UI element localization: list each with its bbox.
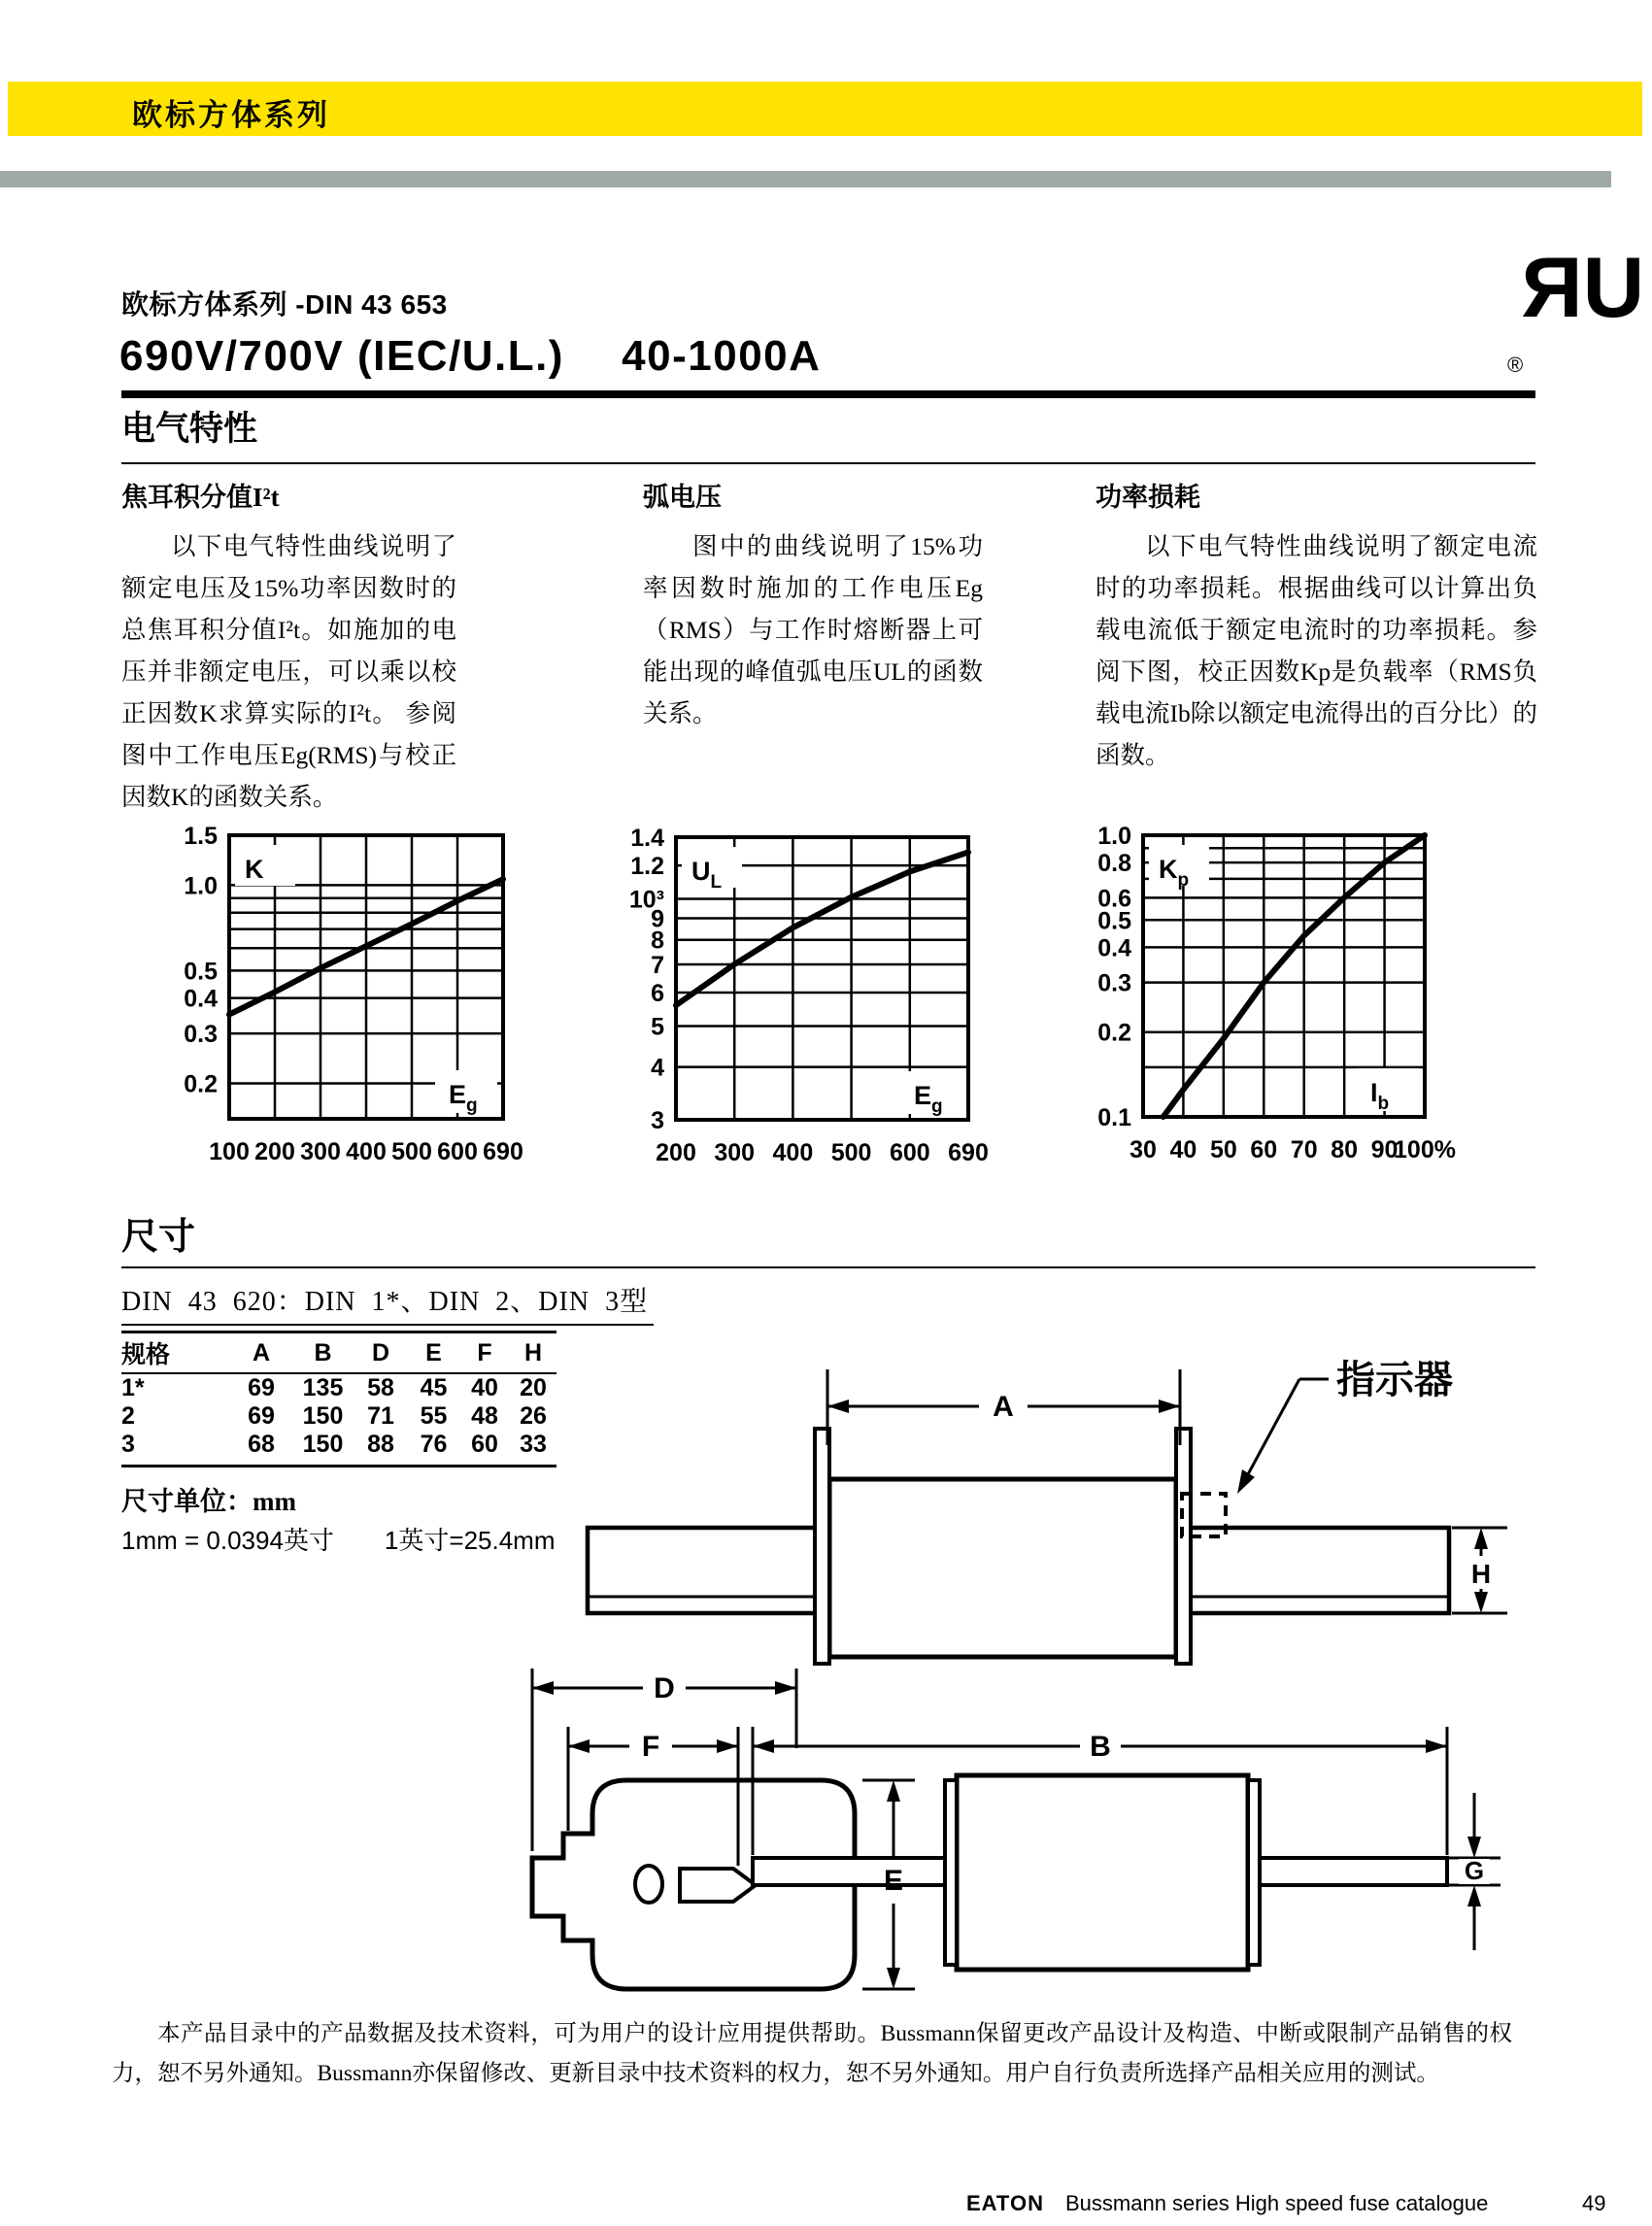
x-tick-label: 100%: [1394, 1136, 1456, 1164]
x-tick-label: 400: [772, 1139, 814, 1166]
y-tick-label: 0.8: [1097, 850, 1131, 878]
x-axis-label: $E_g$: [449, 1080, 478, 1116]
col-header-a: A: [230, 1332, 292, 1374]
cell: 40: [471, 1374, 498, 1401]
column-body-joule-integral: 以下电气特性曲线说明了额定电压及15%功率因数时的总焦耳积分值I²t。如施加的电压并非额定电压，可以乘以校正因数K求算实际的I²t。 参阅图中工作电压Eg(RMS)与校正因数K的函数关系。: [121, 532, 456, 811]
column-joule-integral: [121, 476, 456, 818]
y-tick-label: 0.4: [184, 985, 218, 1013]
cell: 71: [367, 1402, 394, 1430]
y-tick-label: 10³: [628, 886, 664, 914]
x-tick-label: 80: [1331, 1136, 1359, 1164]
y-tick-label: 1.0: [1097, 823, 1131, 850]
y-tick-label: 0.4: [1097, 934, 1131, 962]
column-power-loss: [1096, 476, 1537, 776]
y-tick-label: 0.3: [1097, 969, 1131, 997]
cell: 68: [230, 1431, 292, 1467]
x-tick-label: 70: [1290, 1136, 1318, 1164]
x-tick-label: 500: [391, 1138, 432, 1165]
cell: 26: [520, 1402, 547, 1430]
cell: 1*: [121, 1374, 145, 1401]
conversion-note: 1mm = 0.0394英寸 1英寸=25.4mm: [121, 1526, 556, 1555]
footer-catalog-line: [966, 2191, 1488, 2216]
dim-label-d: D: [654, 1672, 675, 1704]
x-tick-label: 690: [948, 1139, 989, 1166]
footer-brand: EATON: [966, 2191, 1044, 2215]
x-tick-label: 300: [300, 1138, 341, 1165]
x-tick-label: 30: [1129, 1136, 1157, 1164]
column-heading-power-loss: 功率损耗: [1096, 483, 1200, 512]
x-axis-label: $I_b$: [1370, 1078, 1390, 1114]
x-axis-label: $E_g$: [914, 1081, 943, 1117]
column-body-arc-voltage: 图中的曲线说明了15%功率因数时施加的工作电压Eg（RMS）与工作时熔断器上可能出现的峰值弧电压UL的函数关系。: [643, 532, 983, 727]
cell: 135: [302, 1374, 344, 1401]
ul-mark-u: U: [1582, 239, 1645, 335]
dim-label-f: F: [641, 1731, 660, 1763]
y-tick-label: 1.5: [184, 823, 218, 850]
cell: 48: [471, 1402, 498, 1430]
indicator-label: 指示器: [1336, 1358, 1453, 1401]
title-divider: [121, 390, 1535, 398]
column-heading-joule-integral: 焦耳积分值I²t: [121, 483, 280, 512]
col-header-spec: 规格: [121, 1332, 230, 1374]
cell: 2: [121, 1402, 135, 1430]
registered-symbol: ®: [1507, 353, 1524, 377]
dim-label-e: E: [883, 1865, 904, 1897]
cell: 88: [354, 1431, 408, 1467]
y-tick-label: 5: [651, 1013, 664, 1041]
dim-label-a: A: [993, 1391, 1014, 1423]
cell: 76: [408, 1431, 459, 1467]
cell: 33: [510, 1431, 556, 1467]
column-arc-voltage: [643, 476, 983, 734]
ul-recognized-mark: [1507, 239, 1647, 377]
dim-label-b: B: [1090, 1731, 1111, 1763]
cell: 58: [367, 1374, 394, 1401]
x-tick-label: 690: [483, 1138, 523, 1165]
page-title: 690V/700V (IEC/U.L.) 40-1000A: [119, 332, 822, 380]
series-banner-label: 欧标方体系列: [132, 98, 330, 132]
column-heading-arc-voltage: 弧电压: [643, 483, 722, 512]
cell: 60: [459, 1431, 510, 1467]
x-tick-label: 200: [254, 1138, 295, 1165]
header-subtitle: 欧标方体系列 -DIN 43 653: [121, 289, 448, 320]
x-tick-label: 50: [1209, 1136, 1237, 1164]
column-body-power-loss: 以下电气特性曲线说明了额定电流时的功率损耗。根据曲线可以计算出负载电流低于额定电流时的功率损耗。参阅下图，校正因数Kp是负载率（RMS负载电流Ib除以额定电流得出的百分比）的函数。: [1096, 532, 1537, 769]
cell: 69: [248, 1402, 275, 1430]
cell: 69: [248, 1374, 275, 1401]
col-header-f: F: [459, 1332, 510, 1374]
axis-quantity-label: K: [245, 855, 264, 884]
x-tick-label: 90: [1370, 1136, 1399, 1164]
gray-divider: [0, 171, 1611, 187]
fuse-dimension-figure: [379, 1348, 1534, 2008]
y-tick-label: 0.5: [1097, 907, 1131, 935]
x-tick-label: 600: [437, 1138, 478, 1165]
y-tick-label: 0.2: [1097, 1019, 1131, 1047]
unit-note: 尺寸单位：mm: [121, 1487, 296, 1516]
x-tick-label: 400: [346, 1138, 387, 1165]
x-tick-label: 300: [714, 1139, 756, 1166]
x-tick-label: 500: [830, 1139, 872, 1166]
y-tick-label: 4: [651, 1054, 664, 1082]
col-header-h: H: [510, 1332, 556, 1374]
col-header-e: E: [408, 1332, 459, 1374]
y-tick-label: 0.1: [1097, 1104, 1131, 1131]
ul-mark-reversed-r: R: [1521, 239, 1583, 335]
y-tick-label: 0.3: [184, 1021, 218, 1049]
y-tick-label: 1.2: [630, 853, 664, 881]
cell: 45: [420, 1374, 448, 1401]
x-tick-label: 200: [656, 1139, 696, 1166]
din-standard-line: DIN 43 620：DIN 1*、DIN 2、DIN 3型: [121, 1280, 654, 1326]
electrical-divider: [121, 462, 1535, 464]
y-tick-label: 6: [651, 980, 664, 1008]
cell: 150: [292, 1431, 354, 1467]
y-tick-label: 1.0: [184, 872, 218, 900]
section-title-dimensions: 尺寸: [121, 1217, 196, 1258]
y-tick-label: 0.2: [184, 1070, 218, 1098]
cell: 150: [302, 1402, 344, 1430]
power-loss-factor-chart: [1062, 814, 1460, 1179]
cell: 55: [420, 1402, 448, 1430]
series-banner: [8, 82, 1642, 136]
col-header-b: B: [292, 1332, 354, 1374]
col-header-d: D: [354, 1332, 408, 1374]
x-tick-label: 100: [209, 1138, 250, 1165]
dimensions-divider: [121, 1266, 1535, 1268]
section-title-electrical: 电气特性: [121, 410, 258, 448]
y-tick-label: 0.6: [1097, 885, 1131, 913]
y-tick-label: 0.5: [184, 958, 218, 986]
x-tick-label: 60: [1250, 1136, 1278, 1164]
dim-label-h: H: [1470, 1559, 1492, 1589]
x-tick-label: 600: [889, 1139, 930, 1166]
cell: 3: [121, 1431, 230, 1467]
footer-catalog-title: Bussmann series High speed fuse catalogue: [1064, 2191, 1489, 2215]
arc-voltage-chart: [594, 816, 1003, 1182]
y-tick-label: 8: [651, 927, 664, 955]
page-number: 49: [1582, 2191, 1606, 2215]
disclaimer-text: 本产品目录中的产品数据及技术资料，可为用户的设计应用提供帮助。Bussmann保留更改产品设计及构造、中断或限制产品销售的权力，恕不另外通知。Bussmann亦保留修改、更新目录中技术资料的权力，恕不另外通知。用户自行负责所选择产品相关应用的测试。: [112, 2020, 1512, 2086]
y-tick-label: 7: [651, 951, 664, 979]
y-tick-label: 9: [651, 905, 664, 933]
y-tick-label: 3: [651, 1107, 664, 1134]
dim-label-g: G: [1464, 1856, 1485, 1885]
y-tick-label: 1.4: [630, 825, 664, 852]
axis-quantity-label: $U_L$: [691, 857, 723, 893]
axis-quantity-label: $K_p$: [1159, 855, 1190, 891]
cell: 20: [520, 1374, 547, 1401]
i2t-correction-factor-chart: [148, 814, 538, 1181]
x-tick-label: 40: [1169, 1136, 1197, 1164]
